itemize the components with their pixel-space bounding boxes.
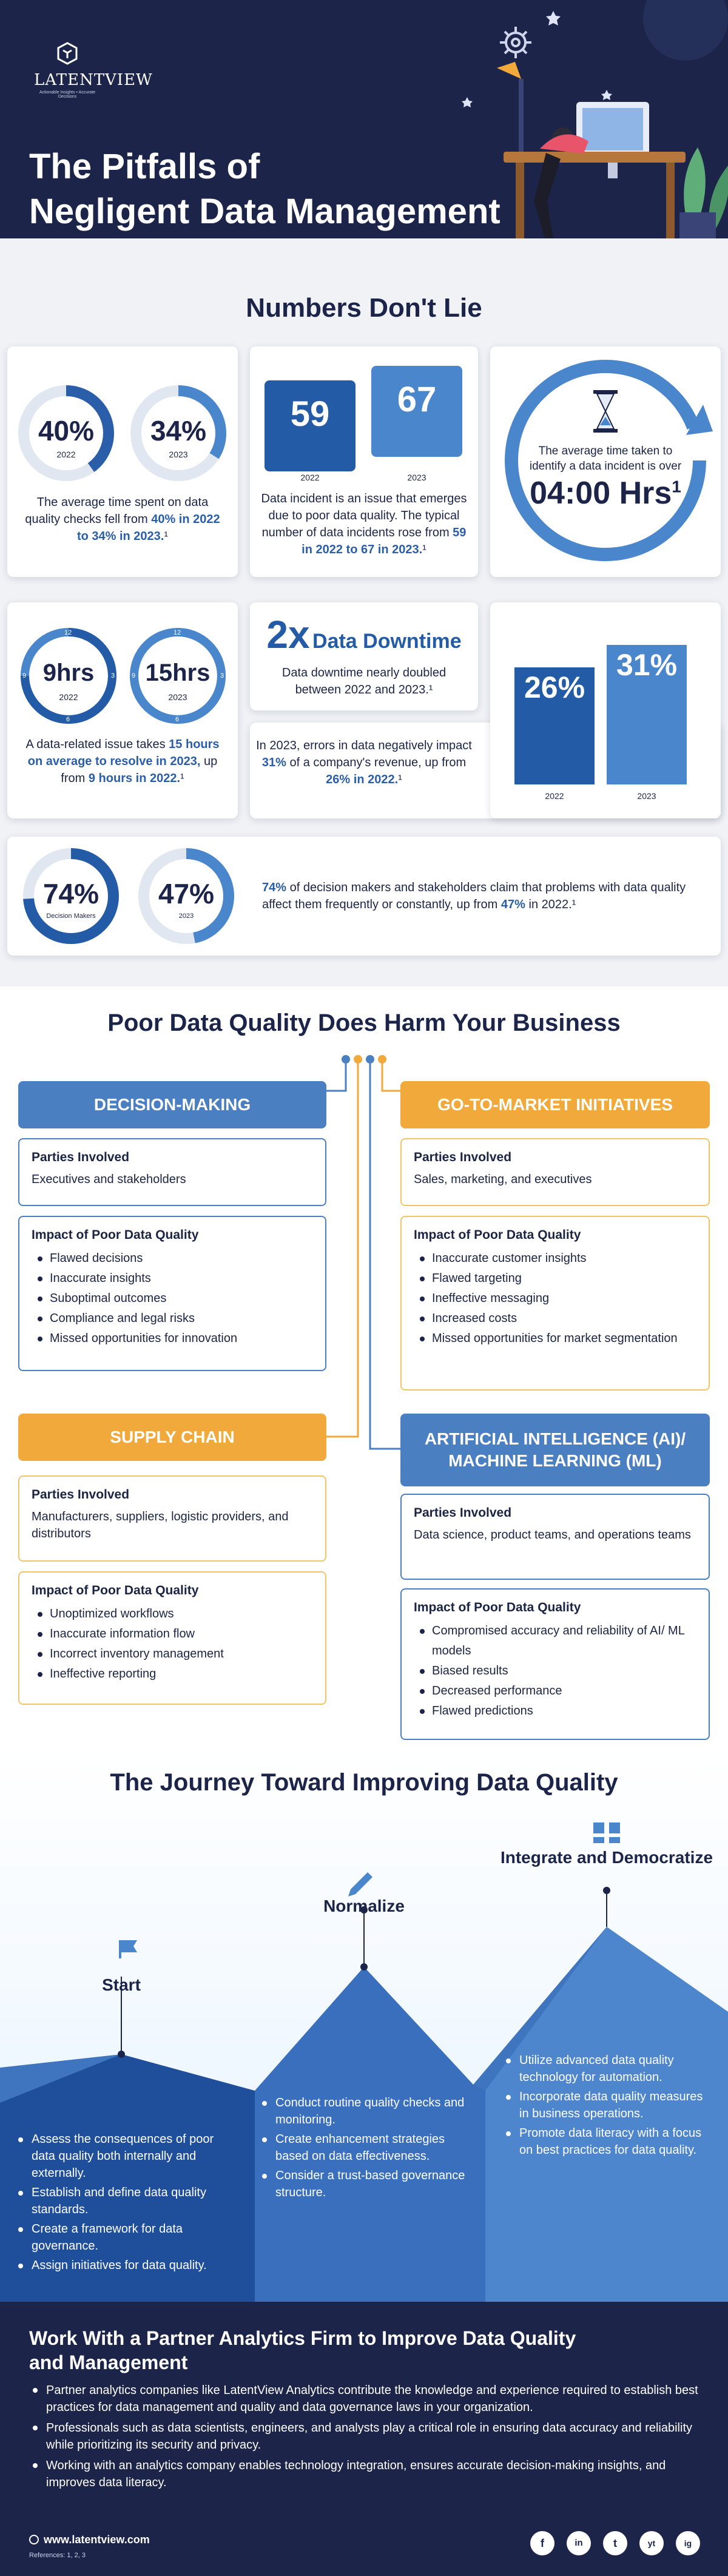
list-item: Partner analytics companies like LatentView Analytics contribute the knowledge and experience required to establish best practices for data management and quality and data governance laws in your organization. <box>29 2382 703 2416</box>
text-highlight: 59 in 2022 to 67 in 2023. <box>302 526 467 556</box>
clock-label: 12 <box>174 629 181 636</box>
text-mid: of a company's revenue, up from <box>286 756 467 769</box>
page-title-line2: Negligent Data Management <box>29 192 500 231</box>
parties-text: Manufacturers, suppliers, logistic providers, and distributors <box>32 1510 289 1540</box>
integration-icon <box>593 1822 620 1843</box>
clock-label: 6 <box>175 716 180 723</box>
text-highlight: 15 hours on average to resolve in 2023, <box>27 738 220 768</box>
list-item: Incorrect inventory management <box>32 1644 313 1664</box>
ring-subtitle: 2023 <box>178 912 194 920</box>
ring-year: 2022 <box>56 450 76 459</box>
list-item: Ineffective messaging <box>414 1289 696 1309</box>
list-item: Inaccurate information flow <box>32 1624 313 1644</box>
list-item: Flawed decisions <box>32 1249 313 1269</box>
impact-label: Impact of Poor Data Quality <box>414 1600 581 1614</box>
footnote-sup: ¹ <box>398 773 402 786</box>
integrate-steps-list <box>504 2052 710 2161</box>
decision-ring-47 <box>135 845 238 948</box>
ai-ml-title-line2: MACHINE LEARNING (ML) <box>448 1451 662 1470</box>
parties-label: Parties Involved <box>414 1150 512 1164</box>
website-text: www.latentview.com <box>44 2534 150 2546</box>
text-post: in 2022. <box>525 898 572 911</box>
stage-start-label: Start <box>102 1975 141 1994</box>
ai-ml-header <box>400 1414 710 1486</box>
text-highlight: 40% in 2022 to 34% in 2023. <box>76 513 220 543</box>
incidents-2022-label: 2022 <box>300 473 320 482</box>
list-item: Create enhancement strategies based on data effectiveness. <box>260 2131 472 2165</box>
ring-year: 2022 <box>59 692 78 702</box>
footnote-sup: 1 <box>672 477 681 496</box>
ring-value: 40% <box>38 415 95 447</box>
list-item: Establish and define data quality standards. <box>16 2184 234 2218</box>
list-item: Compromised accuracy and reliability of AI/ ML models <box>414 1621 696 1661</box>
revenue-bar-value-label: 26% <box>524 670 585 705</box>
references-text[interactable]: References: 1, 2, 3 <box>29 2552 86 2559</box>
list-item: Flawed targeting <box>414 1269 696 1289</box>
downtime-label: Data Downtime <box>312 630 462 653</box>
identify-hours: 04:00 Hrs <box>530 476 672 511</box>
partner-title-line2: and Management <box>29 2352 188 2373</box>
list-item: Assess the consequences of poor data quality both internally and externally. <box>16 2131 234 2182</box>
identify-value <box>490 475 721 511</box>
text-highlight: 74% <box>262 881 287 894</box>
list-item: Inaccurate customer insights <box>414 1249 696 1269</box>
decision-impact-box <box>18 1216 326 1371</box>
partner-benefits-list <box>29 2382 703 2495</box>
ai-parties-box <box>400 1494 710 1580</box>
impact-list <box>414 1621 696 1721</box>
list-item: Flawed predictions <box>414 1701 696 1721</box>
footnote-sup: ¹ <box>571 898 576 911</box>
resolve-time-card <box>7 602 238 818</box>
incidents-2023-value: 67 <box>371 366 462 457</box>
text-body: Data downtime nearly doubled between 2022 and 2023. <box>281 666 447 696</box>
ai-impact-box <box>400 1588 710 1740</box>
page-title-line1: The Pitfalls of <box>29 147 260 186</box>
partner-title <box>29 2326 696 2375</box>
list-item: Decreased performance <box>414 1681 696 1701</box>
impact-list <box>32 1604 313 1684</box>
decision-parties-box <box>18 1138 326 1206</box>
logo-mark-icon <box>55 41 79 66</box>
parties-label: Parties Involved <box>414 1506 512 1520</box>
partner-section <box>0 2302 728 2576</box>
journey-section <box>0 1751 728 2302</box>
supply-impact-box <box>18 1571 326 1705</box>
social-links <box>530 2531 706 2558</box>
text-pre: In 2023, errors in data negatively impact <box>256 739 472 752</box>
logo-wordmark: LATENTVIEW <box>34 71 153 89</box>
list-item: Promote data literacy with a focus on best practices for data quality. <box>504 2125 710 2159</box>
start-steps-list <box>16 2131 234 2276</box>
list-item: Inaccurate insights <box>32 1269 313 1289</box>
parties-label: Parties Involved <box>32 1150 130 1164</box>
clock-label: 9 <box>132 672 136 679</box>
stage-integrate-label: Integrate and Democratize <box>500 1848 713 1867</box>
list-item: Biased results <box>414 1661 696 1681</box>
list-item: Increased costs <box>414 1309 696 1329</box>
revenue-bar-value-label: 31% <box>616 648 678 682</box>
incidents-2022-value: 59 <box>265 380 356 471</box>
ring-value: 15hrs <box>145 659 211 686</box>
hourglass-icon <box>592 390 619 433</box>
gtm-parties-box <box>400 1138 710 1206</box>
decision-makers-card <box>7 837 721 956</box>
decision-making-header: DECISION-MAKING <box>18 1081 326 1128</box>
revenue-bar-chart <box>490 602 721 818</box>
list-item: Consider a trust-based governance structure. <box>260 2167 472 2201</box>
list-item: Assign initiatives for data quality. <box>16 2257 234 2274</box>
globe-icon <box>29 2535 39 2544</box>
hero-header <box>0 0 728 238</box>
logo-tagline: Actionable Insights • Accurate Decisions <box>39 90 96 99</box>
clock-label: 3 <box>220 672 224 679</box>
list-item: Missed opportunities for innovation <box>32 1329 313 1349</box>
website-link[interactable] <box>29 2534 150 2546</box>
downtime-headline <box>250 612 478 657</box>
facebook-icon[interactable]: f <box>530 2531 554 2555</box>
list-item: Ineffective reporting <box>32 1664 313 1684</box>
quality-ring-2022 <box>15 382 118 485</box>
parties-text: Data science, product teams, and operations teams <box>414 1528 691 1542</box>
data-downtime-card <box>250 602 478 710</box>
clock-label: 12 <box>64 629 72 636</box>
list-item: Conduct routine quality checks and monitoring. <box>260 2094 472 2128</box>
list-item: Incorporate data quality measures in business operations. <box>504 2088 710 2122</box>
clock-label: 6 <box>66 716 70 723</box>
numbers-section <box>0 238 728 986</box>
harm-title: Poor Data Quality Does Harm Your Business <box>107 1010 621 1036</box>
quality-checks-card <box>7 346 238 577</box>
parties-text: Sales, marketing, and executives <box>414 1173 592 1186</box>
resolve-text <box>19 736 226 787</box>
text-highlight: 31% <box>261 756 286 769</box>
footnote-sup: ¹ <box>428 683 433 696</box>
ring-year: 2023 <box>169 450 188 459</box>
footnote-sup: ¹ <box>180 772 184 785</box>
revenue-bars-svg <box>490 602 721 818</box>
list-item: Suboptimal outcomes <box>32 1289 313 1309</box>
impact-label: Impact of Poor Data Quality <box>32 1228 199 1242</box>
data-incidents-card <box>250 346 478 577</box>
impact-label: Impact of Poor Data Quality <box>414 1228 581 1242</box>
text-pre: Data incident is an issue that emerges due to poor data quality. The typical number of data incidents rose from <box>261 492 467 539</box>
ring-year: 2023 <box>168 692 187 702</box>
business-harm-section <box>0 986 728 1751</box>
text-pre: A data-related issue takes <box>25 738 169 751</box>
parties-label: Parties Involved <box>32 1488 130 1502</box>
ring-value: 47% <box>158 878 215 909</box>
footnote-sup: ¹ <box>164 530 169 543</box>
list-item: Create a framework for data governance. <box>16 2220 234 2254</box>
numbers-title: Numbers Don't Lie <box>246 293 482 323</box>
stage-normalize-label: Normalize <box>323 1897 405 1915</box>
clock-label: 3 <box>111 672 115 679</box>
quality-checks-text <box>19 494 226 545</box>
text-mid: of decision makers and stakeholders claim that problems with data quality affect them frequently or constantly, up from <box>262 881 686 911</box>
decision-makers-text <box>262 879 705 913</box>
list-item: Missed opportunities for market segmentation <box>414 1329 696 1349</box>
youtube-icon[interactable]: yt <box>639 2531 664 2555</box>
identify-incident-card <box>490 346 721 577</box>
journey-title: The Journey Toward Improving Data Quality <box>110 1769 618 1796</box>
gtm-impact-box <box>400 1216 710 1391</box>
ai-ml-title-line1: ARTIFICIAL INTELLIGENCE (AI)/ <box>424 1429 686 1448</box>
ring-subtitle: Decision Makers <box>46 912 96 920</box>
impact-label: Impact of Poor Data Quality <box>32 1583 199 1597</box>
instagram-icon[interactable]: ig <box>676 2531 700 2555</box>
list-item: Professionals such as data scientists, engineers, and analysts play a critical role in ensuring data accuracy and reliability while prioritizing its security and privacy. <box>29 2419 703 2453</box>
footnote-sup: ¹ <box>422 543 426 556</box>
normalize-steps-list <box>260 2094 472 2203</box>
list-item: Utilize advanced data quality technology for automation. <box>504 2052 710 2086</box>
clock-label: 9 <box>22 672 27 679</box>
star-icon <box>462 11 612 107</box>
pencil-icon <box>348 1872 372 1897</box>
parties-text: Executives and stakeholders <box>32 1173 186 1186</box>
downtime-multiplier: 2x <box>266 613 310 656</box>
resolve-clock-2023 <box>126 624 229 727</box>
list-item: Unoptimized workflows <box>32 1604 313 1624</box>
frustrated-worker-illustration <box>394 0 728 238</box>
partner-title-line1: Work With a Partner Analytics Firm to Improve Data Quality <box>29 2327 576 2349</box>
impact-list <box>32 1249 313 1349</box>
incidents-2023-label: 2023 <box>407 473 426 482</box>
ring-value: 74% <box>42 878 99 909</box>
incidents-text <box>260 490 468 558</box>
list-item: Working with an analytics company enables technology integration, ensures accurate decision-making insights, and improves data literacy. <box>29 2457 703 2491</box>
twitter-icon[interactable]: t <box>603 2531 627 2555</box>
text-pre: The average time spent on data quality checks fell from <box>25 496 209 526</box>
text-highlight: 9 hours in 2022. <box>88 772 181 785</box>
identify-text: The average time taken to identify a data incident is over <box>529 445 682 473</box>
gear-icon <box>500 27 531 58</box>
list-item: Compliance and legal risks <box>32 1309 313 1329</box>
text-mid: up from <box>61 755 218 785</box>
go-to-market-header: GO-TO-MARKET INITIATIVES <box>400 1081 710 1128</box>
downtime-text <box>262 664 466 698</box>
ring-value: 34% <box>150 415 207 447</box>
ring-value: 9hrs <box>42 659 95 686</box>
revenue-bar-year-label: 2022 <box>545 791 564 801</box>
text-highlight: 26% in 2022. <box>326 773 399 786</box>
supply-chain-header: SUPPLY CHAIN <box>18 1414 326 1461</box>
flag-icon <box>119 1940 137 1958</box>
latentview-logo[interactable] <box>34 41 153 99</box>
linkedin-icon[interactable]: in <box>567 2531 591 2555</box>
quality-ring-2023 <box>127 382 230 485</box>
supply-parties-box <box>18 1475 326 1562</box>
decision-ring-74 <box>19 845 123 948</box>
revenue-bar-year-label: 2023 <box>637 791 656 801</box>
impact-list <box>414 1249 696 1349</box>
resolve-clock-2022 <box>17 624 120 727</box>
revenue-text <box>255 737 473 788</box>
text-highlight: 47% <box>500 898 525 911</box>
